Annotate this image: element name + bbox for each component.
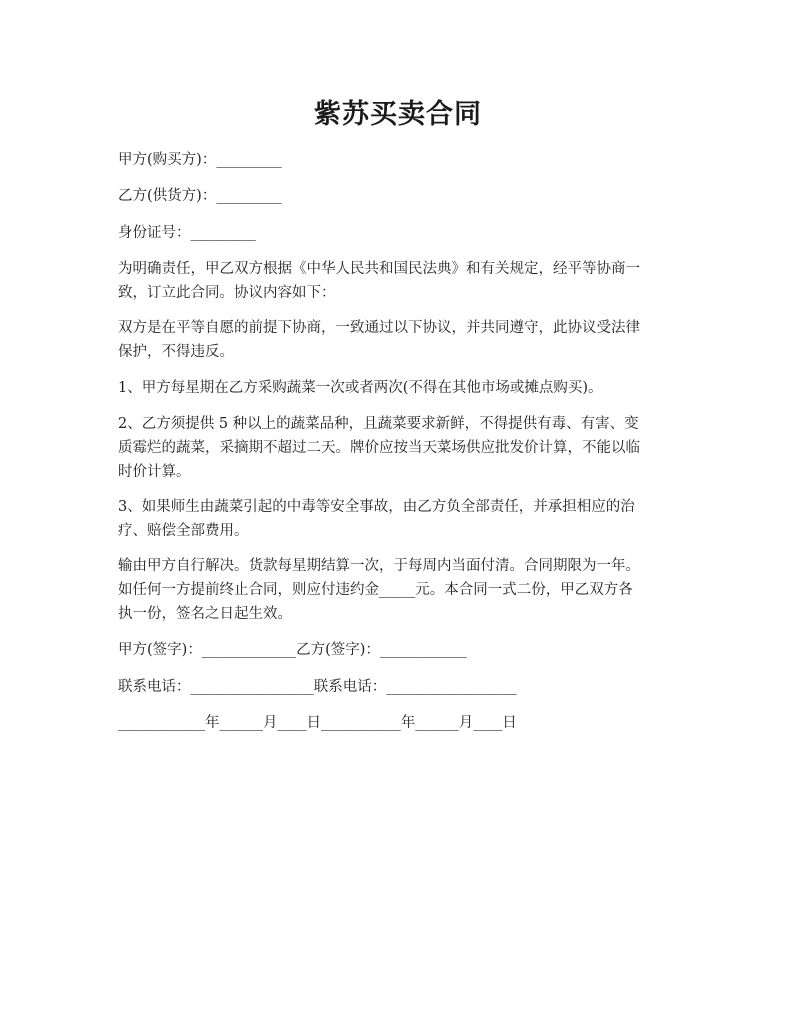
closing-line: 输由甲方自行解决。货款每星期结算一次，于每周内当面付清。合同期限为一年。 [118, 558, 640, 574]
clause-1: 1、甲方每星期在乙方采购蔬菜一次或者两次(不得在其他市场或摊点购买)。 [118, 380, 603, 396]
clause-2-line: 2、乙方须提供 5 种以上的蔬菜品种，且蔬菜要求新鲜，不得提供有毒、有害、变 [118, 416, 639, 432]
agreement-line: 保护，不得违反。 [118, 344, 234, 360]
agreement-paragraph [118, 316, 684, 364]
intro-paragraph [118, 257, 684, 305]
clause-3-line: 疗、赔偿全部费用。 [118, 523, 249, 539]
id-number-line: 身份证号：_________ [118, 225, 256, 241]
intro-line: 为明确责任，甲乙双方根据《中华人民共和国民法典》和有关规定，经平等协商一 [118, 261, 640, 277]
closing-line: 如任何一方提前终止合同，则应付违约金_____元。本合同一式二份，甲乙双方各 [118, 582, 633, 598]
party-b-supplier-line: 乙方(供货方)：_________ [118, 188, 282, 204]
closing-line: 执一份，签名之日起生效。 [118, 606, 292, 622]
clause-3-paragraph [118, 495, 684, 543]
document-title: 紫苏买卖合同 [314, 99, 482, 130]
party-a-buyer-line: 甲方(购买方)：_________ [118, 152, 282, 168]
intro-line: 致，订立此合同。协议内容如下： [118, 285, 336, 301]
clause-2-line: 质霉烂的蔬菜，采摘期不超过二天。牌价应按当天菜场供应批发价计算，不能以临 [118, 440, 640, 456]
contact-phone-line: 联系电话：_________________联系电话：__________________ [118, 679, 517, 695]
closing-paragraph [118, 554, 684, 626]
clause-3-line: 3、如果师生由蔬菜引起的中毒等安全事故，由乙方负全部责任，并承担相应的治 [118, 499, 635, 515]
clause-2-paragraph [118, 412, 684, 484]
signature-line: 甲方(签字)：_____________乙方(签字)：____________ [118, 642, 467, 658]
date-line: ____________年______月____日___________年______月____日 [118, 715, 517, 731]
clause-2-line: 时价计算。 [118, 464, 191, 480]
agreement-line: 双方是在平等自愿的前提下协商，一致通过以下协议，并共同遵守，此协议受法律 [118, 320, 640, 336]
